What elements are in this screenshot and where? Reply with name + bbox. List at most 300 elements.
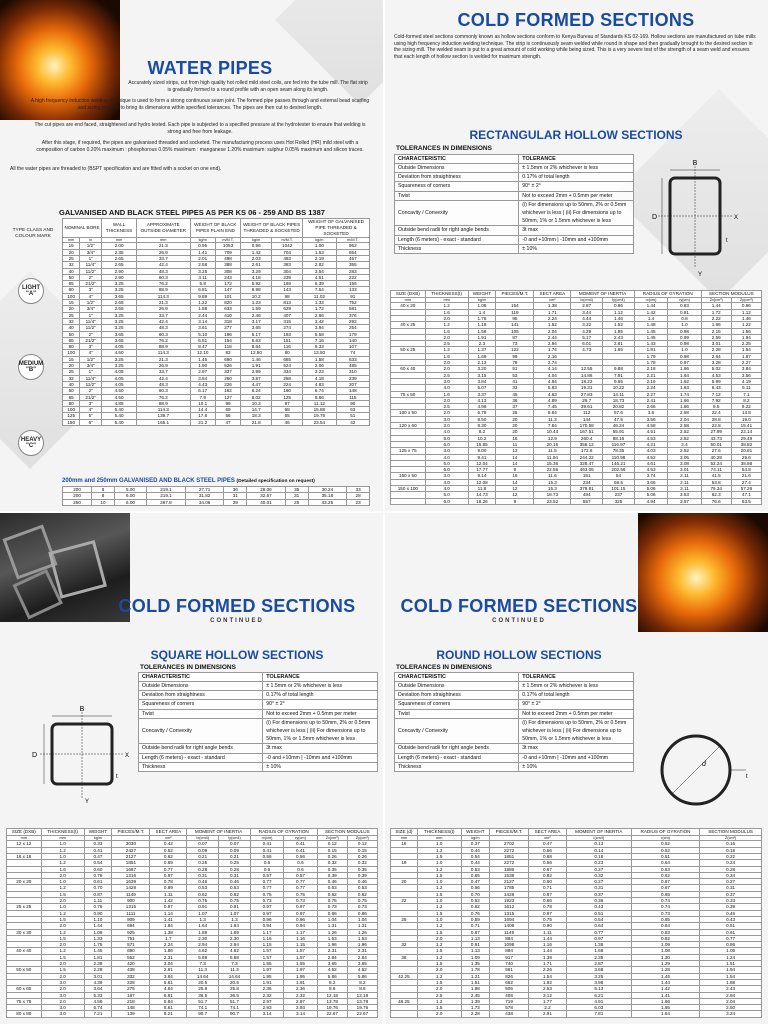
table-header bbox=[391, 829, 762, 841]
table-cell: 1.38 bbox=[150, 929, 187, 935]
table-cell: 0.41 bbox=[250, 847, 283, 853]
table-cell: 3.65 bbox=[102, 337, 137, 343]
table-cell: 80 bbox=[63, 400, 80, 406]
table-cell: 46.24 bbox=[603, 423, 635, 429]
table-cell: 1.2 bbox=[417, 998, 461, 1004]
table-cell: 260.4 bbox=[571, 435, 603, 441]
table-cell: 0.70 bbox=[84, 885, 112, 891]
table-cell: 18.73 bbox=[534, 492, 571, 498]
table-cell: 1" bbox=[80, 312, 102, 318]
table-cell: 15.41 bbox=[731, 423, 761, 429]
page-title: COLD FORMED SECTIONS bbox=[400, 596, 638, 616]
table-cell: 41 bbox=[496, 378, 534, 384]
table-cell: 1.09 bbox=[631, 942, 699, 948]
table-cell: 97 bbox=[272, 400, 303, 406]
table-cell: 91 bbox=[336, 293, 369, 299]
table-cell: 1.5 bbox=[41, 954, 84, 960]
table-cell: 0.61 bbox=[84, 879, 112, 885]
table-cell: 6.74 bbox=[303, 388, 337, 394]
table-cell: 310 bbox=[336, 369, 369, 375]
table-cell: 1.75 bbox=[84, 942, 112, 948]
unit-header: mm bbox=[102, 238, 137, 243]
table-cell: 408 bbox=[490, 992, 529, 998]
unit-header: mm bbox=[391, 298, 426, 303]
table-cell: 2" bbox=[80, 274, 102, 280]
table-cell bbox=[391, 498, 426, 504]
table-cell: 25 bbox=[496, 410, 534, 416]
table-cell: 1.52 bbox=[603, 322, 635, 328]
table-cell: 1.46 bbox=[731, 316, 761, 322]
table-cell: 14.8 bbox=[731, 410, 761, 416]
table-cell: 0.33 bbox=[84, 841, 112, 847]
tolerance-cell: Outside bend radii for right angle bends bbox=[395, 744, 519, 753]
table-cell: 50.01 bbox=[701, 441, 731, 447]
table-cell: 12.10 bbox=[190, 350, 215, 356]
table-cell: 0.64 bbox=[631, 860, 699, 866]
table-cell: 1.33 bbox=[303, 300, 337, 306]
table-cell: 0.31 bbox=[187, 872, 219, 878]
table-cell: 1" bbox=[80, 369, 102, 375]
table-cell: 1.38 bbox=[534, 303, 571, 309]
table-cell: 2.26 bbox=[529, 967, 567, 973]
table-cell: 3.87 bbox=[241, 375, 272, 381]
table-cell: 0.77 bbox=[284, 885, 317, 891]
table-cell: 1.53 bbox=[317, 935, 347, 941]
tolerance-cell: -0 and +10mm | -10mm and +100mm bbox=[519, 753, 634, 762]
table-cell: 14 bbox=[496, 454, 534, 460]
table-cell: 1.86 bbox=[668, 404, 701, 410]
table-cell: 3.84 bbox=[190, 375, 215, 381]
table-cell: 0.51 bbox=[700, 923, 762, 929]
tolerance-cell: Squareness of corners bbox=[395, 700, 519, 709]
table-cell: 160 bbox=[272, 388, 303, 394]
table-cell: 2" bbox=[80, 388, 102, 394]
column-header: RADIUS OF GYRATION bbox=[634, 291, 701, 298]
table-cell: 22 bbox=[391, 898, 418, 904]
table-cell: 76.2 bbox=[137, 281, 190, 287]
table-cell: 0.76 bbox=[461, 910, 489, 916]
table-cell: 95 bbox=[496, 316, 534, 322]
table-cell: 23.54 bbox=[303, 419, 337, 425]
table-cell: 4.63 bbox=[534, 391, 571, 397]
table-cell: 63 bbox=[336, 407, 369, 413]
table-cell: 283 bbox=[336, 268, 369, 274]
table-cell: 32 bbox=[63, 375, 80, 381]
table-cell: 11.5 bbox=[534, 448, 571, 454]
table-title: GALVANISED AND BLACK STEEL PIPES AS PER KS 06 - 259 AND BS 1387 bbox=[59, 208, 325, 217]
table-cell: 0.98 bbox=[668, 341, 701, 347]
column-header: PIECES/M.T. bbox=[112, 829, 150, 836]
table-cell: 5.07 bbox=[468, 385, 496, 391]
round-sections-panel bbox=[384, 512, 768, 1024]
table-cell: 0.78 bbox=[150, 879, 187, 885]
unit-header: m/M.T. bbox=[272, 238, 303, 243]
column-header: PIECES/M.T. bbox=[490, 829, 529, 836]
table-cell: 884 bbox=[490, 935, 529, 941]
table-cell: 219.1 bbox=[147, 487, 186, 493]
table-cell: 1.5 bbox=[417, 961, 461, 967]
table-cell: 4" bbox=[80, 293, 102, 299]
column-header: SECT AREA bbox=[150, 829, 187, 836]
table-cell: 1.2 bbox=[417, 923, 461, 929]
table-cell: 1.5 bbox=[41, 916, 84, 922]
table-cell: 218 bbox=[112, 998, 150, 1004]
tolerance-cell: 3t max bbox=[519, 744, 634, 753]
round-section-diagram bbox=[646, 720, 756, 820]
table-cell: 1.62 bbox=[668, 378, 701, 384]
table-cell: 100 bbox=[63, 407, 80, 413]
table-cell: 9.33 bbox=[303, 344, 337, 350]
table-cell: 2.30 bbox=[219, 935, 251, 941]
table-cell: 0.09 bbox=[187, 847, 219, 853]
table-cell: 144 bbox=[571, 416, 603, 422]
table-cell: 438 bbox=[490, 1011, 529, 1017]
table-cell: 0.56 bbox=[250, 854, 283, 860]
table-cell: 1.64 bbox=[668, 372, 701, 378]
tolerance-cell: Deviation from straightness bbox=[395, 173, 519, 182]
tolerance-row bbox=[395, 691, 634, 700]
section-title: RECTANGULAR HOLLOW SECTIONS bbox=[469, 128, 683, 142]
table-cell: 2.03 bbox=[241, 256, 272, 262]
table-cell: 50 x 25 bbox=[391, 347, 426, 353]
table-cell: 719 bbox=[490, 998, 529, 1004]
table-cell: 14.64 bbox=[187, 973, 219, 979]
table-cell: 11/4" bbox=[80, 318, 102, 324]
galvanising-paragraph: After this stage, if required, the pipes are galvanised threaded and socketed. The manufacturing process uses Hot Rolled (HR) mild steel with a composition of carbon 0.20% maximum : phosphorous 0.05% maximum : manganese 1.20% maximum: sulphur 0.05% maximum and silicon traces. bbox=[36, 140, 364, 153]
table-cell: 1.42 bbox=[634, 309, 667, 315]
table-cell: 244.22 bbox=[571, 454, 603, 460]
table-cell: 1.45 bbox=[634, 334, 667, 340]
table-cell: 1.86 bbox=[150, 948, 187, 954]
table-cell: 75 x 50 bbox=[391, 391, 426, 397]
column-header: THICKNESS(t) bbox=[417, 829, 461, 836]
unit-header: Zy(cm³) bbox=[347, 836, 377, 841]
table-cell: 4.62 bbox=[187, 948, 219, 954]
table-cell: 53.8 bbox=[701, 479, 731, 485]
table-cell: 0.51 bbox=[566, 910, 631, 916]
table-cell: 8 bbox=[92, 487, 115, 493]
table-cell: 2.94 bbox=[700, 992, 762, 998]
table-cell: 8.66 bbox=[303, 394, 337, 400]
table-cell: 1315 bbox=[490, 910, 529, 916]
table-cell: 3.61 bbox=[190, 325, 215, 331]
table-cell: 0.62 bbox=[347, 891, 377, 897]
table-cell: 3.84 bbox=[731, 366, 761, 372]
table-cell: 8.2 bbox=[347, 979, 377, 985]
table-cell: 0.09 bbox=[219, 847, 251, 853]
round-sections-table bbox=[390, 828, 762, 1018]
tolerance-cell: Outside bend radii for right angle bends bbox=[395, 226, 519, 235]
table-cell: 3.12 bbox=[529, 992, 567, 998]
header-outside-diameter: APPROXIMATE OUTSIDE DIAMETER bbox=[137, 219, 190, 238]
table-cell: 3.08 bbox=[668, 460, 701, 466]
unit-header: mm bbox=[137, 238, 190, 243]
table-cell: 1.88 bbox=[700, 979, 762, 985]
table-cell: 36.5 bbox=[219, 992, 251, 998]
table-cell: 1.44 bbox=[634, 303, 667, 309]
table-cell: 3.65 bbox=[241, 325, 272, 331]
table-cell: 11 bbox=[496, 441, 534, 447]
table-cell: 1.81 bbox=[84, 954, 112, 960]
table-cell: 493 bbox=[272, 256, 303, 262]
table-cell: 80 bbox=[63, 344, 80, 350]
header-row bbox=[391, 291, 762, 298]
table-cell: 21/2" bbox=[80, 394, 102, 400]
rectangular-section-diagram bbox=[646, 158, 746, 278]
table-cell: 31.82 bbox=[185, 493, 224, 499]
table-cell: 1.54 bbox=[731, 347, 761, 353]
section-title: SQUARE HOLLOW SECTIONS bbox=[150, 648, 324, 662]
table-cell: 25 bbox=[391, 916, 418, 922]
table-cell: 3.0 bbox=[425, 378, 468, 384]
table-cell: 1.45 bbox=[84, 948, 112, 954]
table-cell: 0.53 bbox=[317, 885, 347, 891]
grade-medium-badge: MEDIUM "B" bbox=[18, 354, 44, 380]
table-cell: 6.00 bbox=[114, 493, 146, 499]
table-cell: 2.97 bbox=[250, 998, 283, 1004]
table-cell: 2" bbox=[80, 331, 102, 337]
table-cell: 1.15 bbox=[284, 942, 317, 948]
table-cell: 6.24 bbox=[241, 388, 272, 394]
table-cell: 40 x 40 bbox=[7, 948, 42, 954]
table-cell: 0.52 bbox=[150, 847, 187, 853]
table-body bbox=[391, 303, 762, 505]
table-cell: 5.33 bbox=[84, 992, 112, 998]
table-cell: 1.53 bbox=[303, 249, 337, 255]
unit-header: Ix(cm4) bbox=[187, 836, 219, 841]
table-cell: 662 bbox=[490, 979, 529, 985]
table-cell: 4.91 bbox=[566, 998, 631, 1004]
table-cell: 1.07 bbox=[187, 910, 219, 916]
tolerance-cell: (i) For dimensions up to 50mm, 2% or 0.5mm whichever is less | (ii) For dimensions up to 50mm, 1% or 1.5mm whichever is less bbox=[519, 718, 634, 744]
table-cell: 1.66 bbox=[668, 366, 701, 372]
table-cell: 2.87 bbox=[566, 961, 631, 967]
table-cell: 20.5 bbox=[219, 979, 251, 985]
label-y: Y bbox=[85, 799, 90, 804]
table-cell: 143 bbox=[272, 287, 303, 293]
table-cell: 1.2 bbox=[41, 910, 84, 916]
table-cell: 54.8 bbox=[731, 467, 761, 473]
table-cell: 0.8 bbox=[668, 316, 701, 322]
table-cell: 0.62 bbox=[150, 854, 187, 860]
table-cell: 5" bbox=[80, 413, 102, 419]
table-cell: 33.7 bbox=[137, 312, 190, 318]
table-cell: 3030 bbox=[112, 841, 150, 847]
table-cell: 0.52 bbox=[631, 841, 699, 847]
table-cell: 4.61 bbox=[634, 460, 667, 466]
table-cell: 32 bbox=[63, 318, 80, 324]
unit-header: kg/m bbox=[84, 836, 112, 841]
table-cell: 150 x 100 bbox=[391, 486, 426, 492]
table-cell: 3.25 bbox=[190, 268, 215, 274]
tolerance-row bbox=[139, 718, 378, 744]
table-cell: 15.88 bbox=[303, 407, 337, 413]
table-cell: 410 bbox=[215, 312, 240, 318]
table-cell: 826 bbox=[490, 973, 529, 979]
table-cell: 3.04 bbox=[150, 961, 187, 967]
table-cell: 1.51 bbox=[700, 961, 762, 967]
table-cell: 21/2" bbox=[80, 337, 102, 343]
intro-paragraph: Cold-formed steel sections commonly known as hollow sections conform to Kenya Bureau of Standards KS 02-169. Hollow sections are manufactured on tube mills using high frequency induction welding technique. The strip is continuously seam welded while round in shape and then gradually brought to the desired section in the sizing mill. The welded seam is put to a great amount of cold working while being sized. This is a very severe test of the strength of a seam weld and ensures that each length of hollow section is welded for maximum strength. bbox=[394, 34, 756, 60]
table-cell: 114.3 bbox=[137, 293, 190, 299]
table-cell: 21.8 bbox=[241, 419, 272, 425]
table-cell: 8.2 bbox=[317, 979, 347, 985]
table-cell: 2.99 bbox=[241, 369, 272, 375]
table-cell: 1.74 bbox=[534, 347, 571, 353]
table-cell: 0.97 bbox=[250, 904, 283, 910]
table-cell: 526 bbox=[215, 363, 240, 369]
table-cell: 0.97 bbox=[566, 935, 631, 941]
table-cell: 5.83 bbox=[534, 385, 571, 391]
table-cell: 9.00 bbox=[468, 448, 496, 454]
table-cell: 2.53 bbox=[529, 986, 567, 992]
table-cell: 4.52 bbox=[347, 967, 377, 973]
table-cell: 6.81 bbox=[190, 287, 215, 293]
table-cell: 0.73 bbox=[347, 904, 377, 910]
table-cell: 2.36 bbox=[250, 986, 283, 992]
header-weight-plain: WEIGHT OF BLACK PIPES PLAIN END bbox=[190, 219, 241, 238]
table-cell: 0.63 bbox=[631, 866, 699, 872]
table-cell: 4.13 bbox=[468, 397, 496, 403]
table-cell: 6" bbox=[80, 419, 102, 425]
table-cell: 46 bbox=[272, 419, 303, 425]
table-cell: 9.88 bbox=[603, 366, 635, 372]
table-cell: 1.38 bbox=[566, 942, 631, 948]
table-cell: 0.64 bbox=[566, 923, 631, 929]
table-cell: 0.21 bbox=[187, 854, 219, 860]
table2-title-line bbox=[62, 478, 370, 484]
page-title: COLD FORMED SECTIONS bbox=[118, 596, 356, 616]
table-cell: 0.66 bbox=[529, 898, 567, 904]
table-cell: 12.18 bbox=[317, 992, 347, 998]
table-cell: 1.57 bbox=[250, 948, 283, 954]
table-cell: 2.0 bbox=[425, 397, 468, 403]
table-cell: 5.40 bbox=[102, 419, 137, 425]
page-title: WATER PIPES bbox=[147, 58, 273, 78]
table-cell: 1.57 bbox=[284, 954, 317, 960]
table-row bbox=[7, 1011, 378, 1017]
table-cell: 2.43 bbox=[700, 986, 762, 992]
tolerance-row bbox=[139, 682, 378, 691]
table-cell: 0.31 bbox=[700, 885, 762, 891]
table-cell: 2.28 bbox=[84, 967, 112, 973]
table-cell: 2.81 bbox=[603, 341, 635, 347]
table-cell: 3.65 bbox=[347, 961, 377, 967]
table-cell: 2.0 bbox=[417, 1011, 461, 1017]
table-cell: 2.5 bbox=[425, 341, 468, 347]
table-cell: 0.91 bbox=[187, 904, 219, 910]
table-cell: 31 bbox=[285, 493, 308, 499]
page-subtitle: CONTINUED bbox=[492, 618, 546, 624]
table-cell: 1.52 bbox=[534, 322, 571, 328]
table-cell: 54 bbox=[603, 473, 635, 479]
table-cell: 1.54 bbox=[529, 973, 567, 979]
table-cell: 4.94 bbox=[534, 378, 571, 384]
table-cell: 10.2 bbox=[241, 293, 272, 299]
table-cell: 0.21 bbox=[219, 854, 251, 860]
table-cell: 35.18 bbox=[308, 493, 347, 499]
table-cell: 304 bbox=[272, 268, 303, 274]
table-cell: 140 bbox=[336, 337, 369, 343]
table-cell: 154 bbox=[215, 337, 240, 343]
table-cell: 2.84 bbox=[347, 954, 377, 960]
header-row bbox=[391, 829, 762, 836]
table-cell: 1.42 bbox=[631, 986, 699, 992]
table-cell: 0.36 bbox=[566, 898, 631, 904]
table-cell: 88.9 bbox=[137, 400, 190, 406]
table-cell: 4.64 bbox=[150, 986, 187, 992]
table-cell: 0.6 bbox=[284, 866, 317, 872]
column-header: MOMENT OF INERTIA bbox=[566, 829, 631, 836]
unit-header: kg/m bbox=[190, 238, 215, 243]
table-cell: 1.35 bbox=[461, 961, 489, 967]
table-cell: 5.17 bbox=[571, 334, 603, 340]
table-cell: 13 bbox=[496, 448, 534, 454]
table-cell: 0.6 bbox=[250, 866, 283, 872]
unit-header: rx(cm) bbox=[634, 298, 667, 303]
table-cell: 12 bbox=[496, 486, 534, 492]
table-cell: 820 bbox=[215, 300, 240, 306]
tolerance-row bbox=[395, 709, 634, 718]
table-cell: 0.68 bbox=[529, 854, 567, 860]
table-cell: 2.16 bbox=[534, 353, 571, 359]
tolerance-cell: Deviation from straightness bbox=[139, 691, 263, 700]
column-header: MOMENT OF INERTIA bbox=[571, 291, 635, 298]
table-cell: 3.23 bbox=[303, 369, 337, 375]
table-cell: 275 bbox=[112, 986, 150, 992]
table-cell: 0.27 bbox=[566, 879, 631, 885]
table-cell: 74.11 bbox=[701, 467, 731, 473]
table-cell: 0.90 bbox=[529, 923, 567, 929]
table-cell: 22.67 bbox=[317, 1011, 347, 1017]
table-cell: 14.7 bbox=[241, 407, 272, 413]
table-cell: 1.64 bbox=[219, 923, 251, 929]
table-cell: 2.38 bbox=[84, 961, 112, 967]
table-cell: 3.05 bbox=[668, 454, 701, 460]
table-cell: 1538 bbox=[490, 872, 529, 878]
table-cell: 9.65 bbox=[603, 378, 635, 384]
tolerance-header: CHARACTERISTIC bbox=[139, 673, 263, 682]
table-cell: 2.31 bbox=[317, 948, 347, 954]
table-cell: 4.05 bbox=[102, 375, 137, 381]
table-cell: 1.5 bbox=[41, 891, 84, 897]
table-cell: 1.2 bbox=[417, 866, 461, 872]
table-cell: 0.27 bbox=[566, 866, 631, 872]
table-cell: 1428 bbox=[112, 885, 150, 891]
table-cell: 0.95 bbox=[190, 243, 215, 249]
table-cell: 9.22 bbox=[731, 404, 761, 410]
unit-header: Zx(cm³) bbox=[317, 836, 347, 841]
table-cell: 0.67 bbox=[529, 866, 567, 872]
table-cell: 0.46 bbox=[219, 879, 251, 885]
table-header bbox=[7, 829, 378, 841]
table-cell: 0.54 bbox=[461, 854, 489, 860]
table-cell: 2.97 bbox=[284, 998, 317, 1004]
table-cell: 1.6 bbox=[41, 866, 84, 872]
table-cell: 15 bbox=[63, 243, 80, 249]
table-cell: 0.47 bbox=[461, 879, 489, 885]
table-cell: 105 bbox=[496, 328, 534, 334]
table-cell: 258 bbox=[272, 375, 303, 381]
table-cell: 5.13 bbox=[566, 986, 631, 992]
table-cell: 0.90 bbox=[84, 910, 112, 916]
table-cell: 2127 bbox=[490, 879, 529, 885]
table-cell: 90.7 bbox=[219, 1011, 251, 1017]
table-cell: 1.98 bbox=[461, 986, 489, 992]
column-header: SIZE (DXB) bbox=[7, 829, 42, 836]
table-cell: 39.61 bbox=[571, 404, 603, 410]
table-cell: 694 bbox=[112, 923, 150, 929]
